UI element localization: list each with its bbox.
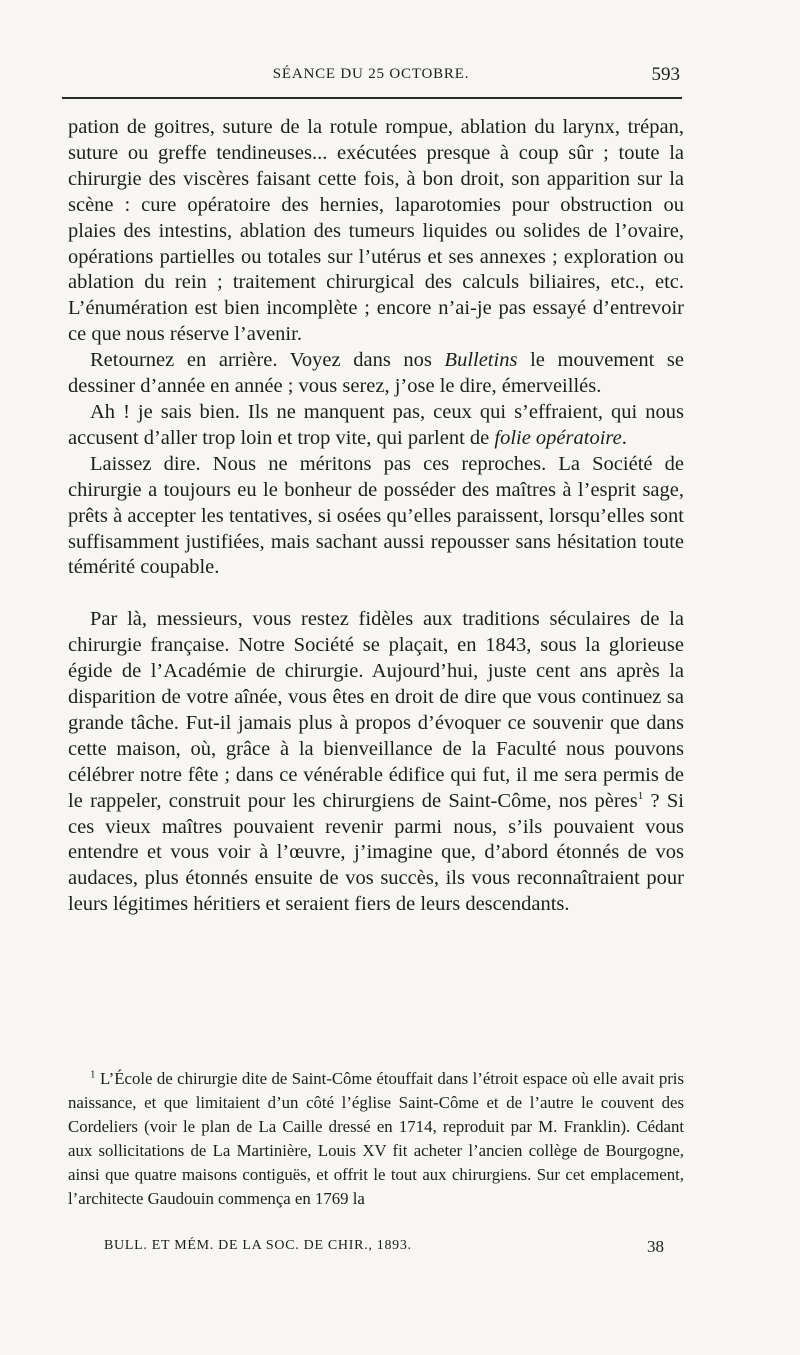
running-title: SÉANCE DU 25 OCTOBRE. <box>272 66 470 82</box>
paragraph-3-text-b: . <box>621 426 627 449</box>
paragraph-2-text-a: Retournez en arrière. Voyez dans nos <box>90 349 445 372</box>
paragraph-3-italic: folie opératoire <box>494 426 622 449</box>
paragraph-2-italic: Bulletins <box>444 349 518 372</box>
paragraph-3-text-a: Ah ! je sais bien. Ils ne manquent pas, ceux qui s’effraient, qui nous accusent d’aller trop loin et trop vite, qui parlent de <box>68 400 684 449</box>
paragraph-5-text-b: ? Si ces vieux maîtres pouvaient revenir parmi nous, s’ils pouvaient vous entendre et vous voir à l’œuvre, j’imagine que, d’abord étonnés de vos audaces, plus étonnés ensuite de vos succès, ils vous reconnaîtraient pour leurs légitimes héritiers et seraient fiers de leurs descendants. <box>68 789 685 916</box>
paragraph-3 <box>68 400 684 452</box>
page-number: 593 <box>651 64 680 85</box>
running-header <box>62 64 680 88</box>
paragraph-4: Laissez dire. Nous ne méritons pas ces reproches. La Société de chirurgie a toujours eu le bonheur de posséder des maîtres à l’esprit sage, prêts à accepter les tentatives, si osées qu’elles paraissent, lorsqu’elles sont suffisamment justifiées, mais sachant aussi repousser sans hésitation toute témérité coupable. <box>68 452 684 579</box>
paragraph-5 <box>68 607 684 918</box>
page-footer <box>104 1238 664 1260</box>
paragraph-5-text-a: Par là, messieurs, vous restez fidèles aux traditions séculaires de la chirurgie française. Notre Société se plaçait, en 1843, sous la glorieuse égide de l’Académie de chirurgie. Aujourd’hui, juste cent ans après la disparition de votre aînée, vous êtes en droit de dire que vous continuez sa grande tâche. Fut-il jamais plus à propos d’évoquer ce souvenir que dans cette maison, où, grâce à la bienveillance de la Faculté nous pouvons célébrer notre fête ; dans ce vénérable édifice qui fut, il me sera permis de le rappeler, construit pour les chirurgiens de Saint-Côme, nos pères <box>68 608 684 812</box>
footnote-text: L’École de chirurgie dite de Saint-Côme étouffait dans l’étroit espace où elle avait pris naissance, et que limitaient d’un côté l’église Saint-Côme et de l’autre le couvent des Cordeliers (voir le plan de La Caille dressé en 1714, reproduit par M. Franklin). Cédant aux sollicitations de La Martinière, Louis XV fit acheter l’ancien collège de Bourgogne, ainsi que quatre maisons contiguës, et offrit le tout aux chirurgiens. Sur cet emplacement, l’architecte Gaudouin commença en 1769 la <box>68 1069 684 1208</box>
header-rule <box>62 97 682 99</box>
footer-citation: BULL. ET MÉM. DE LA SOC. DE CHIR., 1893. <box>104 1238 412 1253</box>
paragraph-2-text-b: le mouvement se dessiner d’année en année ; vous serez, j’ose le dire, émerveillés. <box>68 349 684 398</box>
paragraph-2 <box>68 348 684 400</box>
footnote-marker: 1 <box>90 1068 96 1081</box>
footnote <box>68 1067 684 1210</box>
body-text <box>68 115 684 918</box>
paragraph-1: pation de goitres, suture de la rotule rompue, ablation du larynx, trépan, suture ou greffe tendineuses... exécutées presque à coup sûr ; toute la chirurgie des viscères faisant cette fois, à bon droit, son apparition sur la scène : cure opératoire des hernies, laparotomies pour obstruction ou plaies des intestins, ablation des tumeurs liquides ou solides de l’ovaire, opérations partielles ou totales sur l’utérus et ses annexes ; exploration ou ablation du rein ; traitement chirurgical des calculs biliaires, etc., etc. L’énumération est bien incomplète ; encore n’ai-je pas essayé d’entrevoir ce que nous réserve l’avenir. <box>68 116 684 346</box>
footer-signature: 38 <box>647 1237 664 1256</box>
footnote-reference: 1 <box>637 789 644 802</box>
